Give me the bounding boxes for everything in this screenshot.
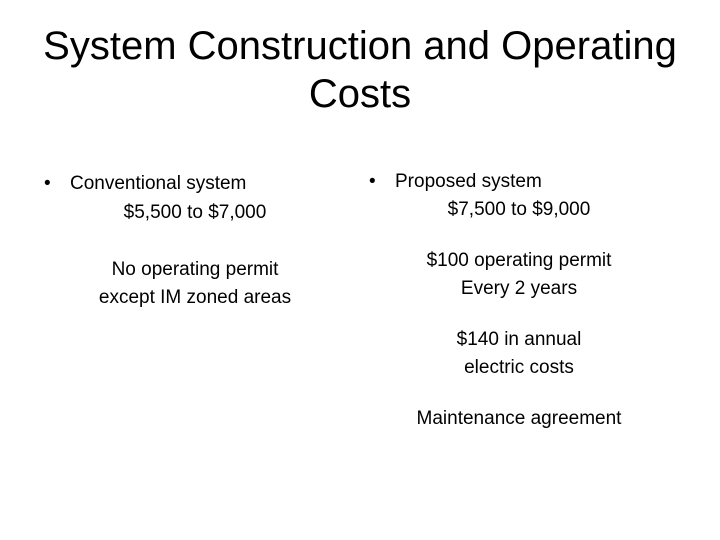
- proposed-permit-line-2: Every 2 years: [460, 278, 578, 299]
- proposed-system-cost: $7,500 to $9,000: [447, 199, 591, 220]
- bullet-dot: •: [369, 171, 376, 192]
- conventional-permit-line-2: except IM zoned areas: [98, 287, 292, 308]
- maintenance-agreement-note: Maintenance agreement: [416, 408, 622, 429]
- conventional-system-cost: $5,500 to $7,000: [123, 202, 267, 223]
- conventional-permit-line-1: No operating permit: [111, 259, 279, 280]
- proposed-permit-line-1: $100 operating permit: [426, 250, 612, 271]
- proposed-electric-cost-note: [384, 326, 654, 382]
- proposed-system-bullet: [369, 169, 542, 195]
- electric-cost-line-1: $140 in annual: [456, 329, 582, 350]
- bullet-dot: •: [44, 173, 51, 194]
- slide-title-line-2: Costs: [308, 72, 412, 116]
- slide-title: [0, 22, 720, 118]
- electric-cost-line-2: electric costs: [464, 357, 574, 378]
- proposed-permit-note: [384, 247, 654, 303]
- proposed-system-heading: Proposed system: [395, 171, 542, 192]
- conventional-system-bullet: [44, 171, 246, 197]
- conventional-permit-note: [60, 256, 330, 312]
- slide-title-line-1: System Construction and Operating: [43, 24, 677, 68]
- conventional-system-heading: Conventional system: [70, 173, 247, 194]
